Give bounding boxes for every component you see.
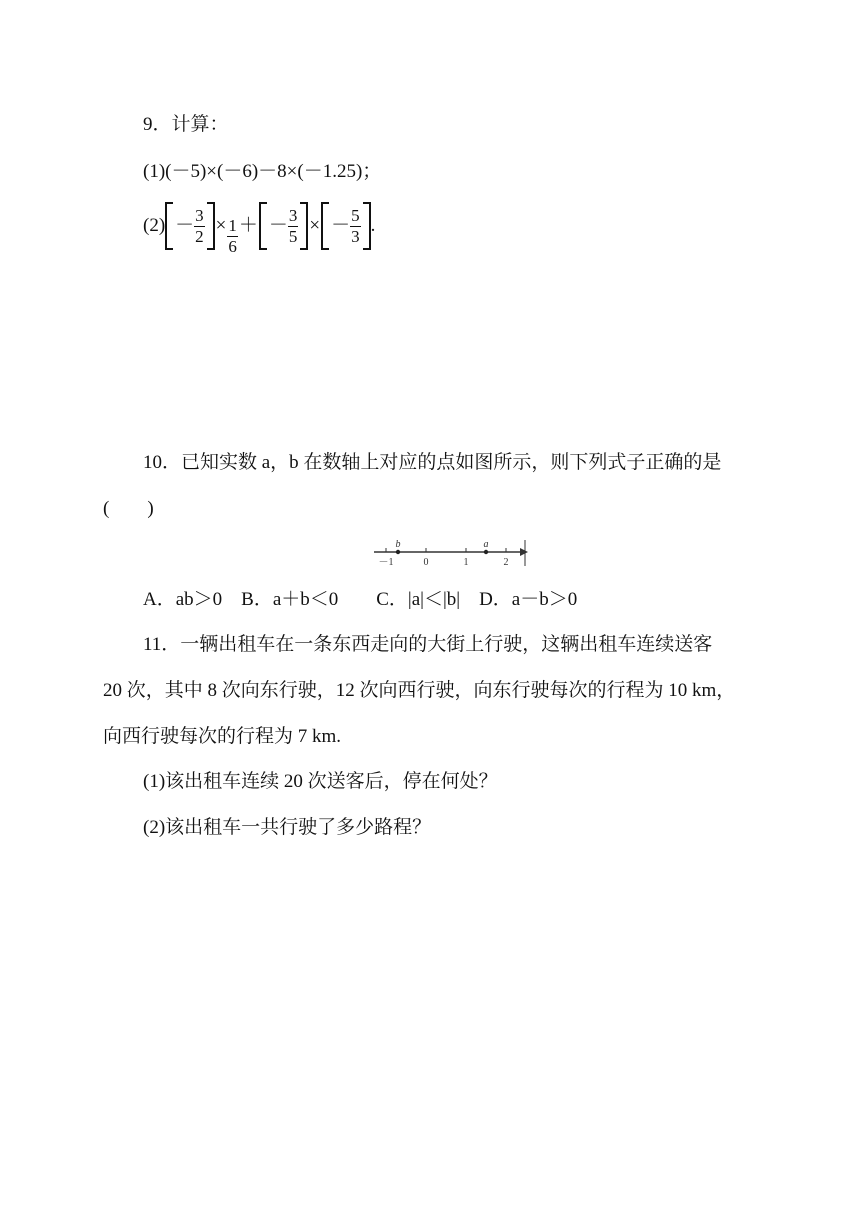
denominator: 5 [288, 226, 298, 246]
q9-part2 [143, 196, 375, 256]
left-bracket [321, 202, 329, 250]
tick-label: 2 [503, 557, 509, 568]
q9-title: 9．计算： [143, 114, 229, 135]
fraction-group-1 [165, 202, 215, 250]
denominator: 6 [228, 236, 237, 256]
tick-label: －1 [378, 557, 394, 568]
plus-sign: ＋ [238, 215, 258, 236]
q10-answer-blank: ( ) [103, 498, 154, 519]
fraction-group-3 [259, 202, 309, 250]
q10-line1: 10．已知实数 a，b 在数轴上对应的点如图所示，则下列式子正确的是 [143, 452, 722, 473]
tick-label: 0 [423, 557, 429, 568]
sign: － [175, 215, 195, 236]
times-sign: × [309, 215, 321, 236]
point-b-dot [396, 550, 400, 554]
right-bracket [300, 202, 308, 250]
point-a-label: a [483, 539, 489, 550]
denominator: 2 [195, 226, 204, 246]
q9-part2-prefix: (2) [143, 215, 166, 236]
arrow-head [520, 548, 528, 556]
fraction [194, 206, 205, 247]
times-sign: × [215, 215, 227, 236]
point-b-label: b [395, 539, 401, 550]
period: . [370, 215, 376, 236]
numerator: 3 [195, 205, 204, 225]
tick-label: 1 [463, 557, 469, 568]
right-bracket [207, 202, 215, 250]
fraction-2 [227, 216, 238, 257]
sign: － [268, 215, 288, 236]
left-bracket [165, 202, 173, 250]
number-line-figure [372, 538, 528, 568]
numerator: 3 [288, 205, 298, 225]
q10-options: A．ab＞0 B．a＋b＜0 C．|a|＜|b| D．a－b＞0 [143, 589, 578, 610]
fraction [288, 206, 299, 247]
numerator: 1 [228, 215, 237, 235]
q11-part2: (2)该出租车一共行驶了多少路程？ [143, 817, 432, 838]
q11-line3: 向西行驶每次的行程为 7 km. [103, 726, 342, 747]
numerator: 5 [351, 205, 360, 225]
q11-line2: 20 次，其中 8 次向东行驶，12 次向西行驶，向东行驶每次的行程为 10 km， [103, 680, 736, 701]
point-a-dot [484, 550, 488, 554]
fraction-group-4 [321, 202, 371, 250]
q11-part1: (1)该出租车连续 20 次送客后，停在何处？ [143, 771, 498, 792]
fraction [350, 206, 361, 247]
q9-part1: (1)(－5)×(－6)－8×(－1.25)； [143, 161, 382, 182]
q11-line1: 11．一辆出租车在一条东西走向的大街上行驶，这辆出租车连续送客 [143, 634, 713, 655]
sign: － [331, 215, 351, 236]
right-bracket [363, 202, 371, 250]
left-bracket [259, 202, 267, 250]
denominator: 3 [351, 226, 360, 246]
